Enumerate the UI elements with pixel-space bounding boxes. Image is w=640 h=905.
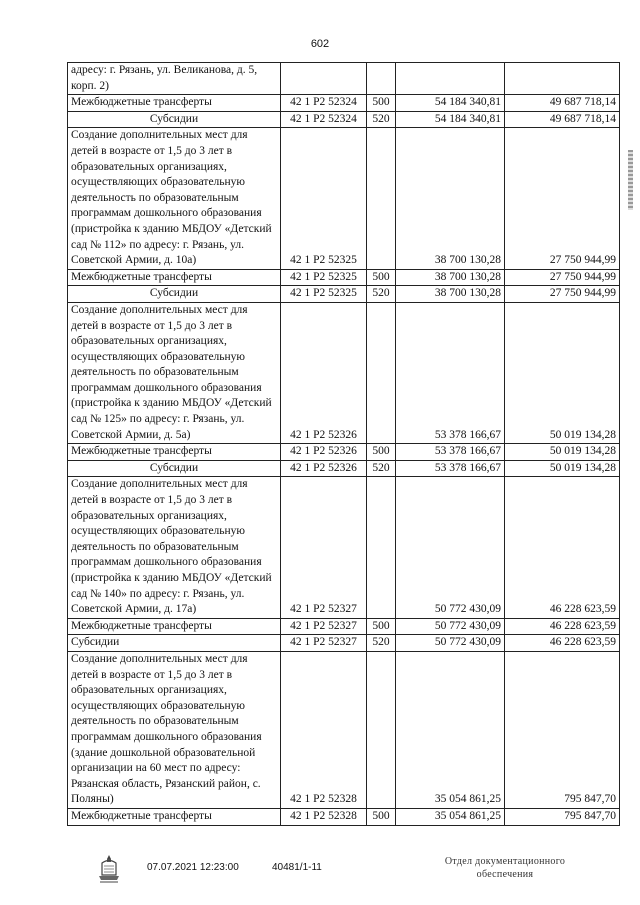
row-name-cell: Межбюджетные трансферты [68, 618, 281, 635]
row-value-2021-cell: 27 750 944,99 [505, 286, 620, 303]
row-code-cell: 42 1 P2 52327 [281, 635, 367, 652]
row-code-cell: 42 1 P2 52327 [281, 618, 367, 635]
row-code-cell: 42 1 P2 52328 [281, 651, 367, 808]
row-value-2020-cell: 54 184 340,81 [396, 111, 505, 128]
footer-doc-number: 40481/1-11 [272, 862, 322, 873]
table-body [68, 63, 620, 826]
table-row [68, 63, 620, 95]
row-name-cell: Создание дополнительных мест для детей в возрасте от 1,5 до 3 лет в образовательных организациях, осуществляющих образовательную деятельность по образовательным программам дошкольного образования (здание дошкольной образовательной организации на 60 мест по адресу: Рязанская область, Рязанский район, с. Поляны) [68, 651, 281, 808]
row-value-2021-cell: 49 687 718,14 [505, 111, 620, 128]
row-name-cell: Создание дополнительных мест для детей в возрасте от 1,5 до 3 лет в образовательных организациях, осуществляющих образовательную деятельность по образовательным программам дошкольного образования (пристройка к зданию МБДОУ «Детский сад № 112» по адресу: г. Рязань, ул. Советской Армии, д. 10а) [68, 128, 281, 269]
table-row [68, 635, 620, 652]
row-name-cell: Межбюджетные трансферты [68, 95, 281, 112]
page-number: 602 [310, 38, 330, 50]
footer-department-stamp: Отдел документационного обеспечения [444, 856, 566, 880]
row-value-2020-cell: 38 700 130,28 [396, 286, 505, 303]
row-type-cell: 520 [367, 460, 396, 477]
row-value-2020-cell: 38 700 130,28 [396, 128, 505, 269]
table-row [68, 302, 620, 443]
row-value-2021-cell: 27 750 944,99 [505, 128, 620, 269]
row-value-2021-cell: 49 687 718,14 [505, 95, 620, 112]
table-row [68, 808, 620, 825]
row-type-cell: 520 [367, 111, 396, 128]
row-value-2021-cell: 27 750 944,99 [505, 269, 620, 286]
row-name-cell: адресу: г. Рязань, ул. Великанова, д. 5, корп. 2) [68, 63, 281, 95]
row-type-cell: 520 [367, 635, 396, 652]
row-code-cell: 42 1 P2 52327 [281, 477, 367, 618]
table-row [68, 460, 620, 477]
row-name-cell: Межбюджетные трансферты [68, 808, 281, 825]
row-value-2020-cell: 35 054 861,25 [396, 808, 505, 825]
row-name-cell: Субсидии [68, 286, 281, 303]
table-row [68, 651, 620, 808]
row-value-2021-cell: 50 019 134,28 [505, 460, 620, 477]
table-row [68, 444, 620, 461]
row-code-cell: 42 1 P2 52325 [281, 269, 367, 286]
row-name-cell: Межбюджетные трансферты [68, 269, 281, 286]
row-value-2020-cell: 53 378 166,67 [396, 444, 505, 461]
row-code-cell: 42 1 P2 52326 [281, 302, 367, 443]
row-code-cell [281, 63, 367, 95]
row-type-cell: 520 [367, 286, 396, 303]
row-value-2021-cell: 50 019 134,28 [505, 302, 620, 443]
row-value-2020-cell [396, 63, 505, 95]
emblem-icon [96, 853, 122, 883]
row-type-cell [367, 302, 396, 443]
row-name-cell: Межбюджетные трансферты [68, 444, 281, 461]
row-value-2020-cell: 50 772 430,09 [396, 635, 505, 652]
row-value-2021-cell: 46 228 623,59 [505, 477, 620, 618]
row-value-2021-cell: 46 228 623,59 [505, 635, 620, 652]
table-row [68, 128, 620, 269]
row-value-2021-cell [505, 63, 620, 95]
row-code-cell: 42 1 P2 52325 [281, 128, 367, 269]
row-code-cell: 42 1 P2 52324 [281, 111, 367, 128]
row-type-cell: 500 [367, 95, 396, 112]
row-value-2021-cell: 795 847,70 [505, 651, 620, 808]
footer-date: 07.07.2021 12:23:00 [147, 862, 239, 873]
row-value-2020-cell: 50 772 430,09 [396, 477, 505, 618]
row-name-cell: Создание дополнительных мест для детей в возрасте от 1,5 до 3 лет в образовательных организациях, осуществляющих образовательную деятельность по образовательным программам дошкольного образования (пристройка к зданию МБДОУ «Детский сад № 125» по адресу: г. Рязань, ул. Советской Армии, д. 5а) [68, 302, 281, 443]
table-row [68, 95, 620, 112]
row-value-2020-cell: 35 054 861,25 [396, 651, 505, 808]
row-code-cell: 42 1 P2 52325 [281, 286, 367, 303]
table-row [68, 618, 620, 635]
row-name-cell: Субсидии [68, 635, 281, 652]
row-code-cell: 42 1 P2 52328 [281, 808, 367, 825]
row-code-cell: 42 1 P2 52324 [281, 95, 367, 112]
table-row [68, 269, 620, 286]
scan-edge-mark [628, 150, 633, 210]
row-value-2020-cell: 50 772 430,09 [396, 618, 505, 635]
row-name-cell: Создание дополнительных мест для детей в возрасте от 1,5 до 3 лет в образовательных организациях, осуществляющих образовательную деятельность по образовательным программам дошкольного образования (пристройка к зданию МБДОУ «Детский сад № 140» по адресу: г. Рязань, ул. Советской Армии, д. 17а) [68, 477, 281, 618]
row-type-cell [367, 63, 396, 95]
row-type-cell: 500 [367, 808, 396, 825]
budget-table [67, 62, 620, 826]
footer [0, 853, 640, 893]
table-row [68, 477, 620, 618]
row-value-2020-cell: 38 700 130,28 [396, 269, 505, 286]
row-value-2020-cell: 54 184 340,81 [396, 95, 505, 112]
row-type-cell [367, 128, 396, 269]
row-type-cell [367, 477, 396, 618]
row-type-cell: 500 [367, 618, 396, 635]
row-name-cell: Субсидии [68, 460, 281, 477]
row-name-cell: Субсидии [68, 111, 281, 128]
table-row [68, 111, 620, 128]
row-type-cell [367, 651, 396, 808]
row-value-2020-cell: 53 378 166,67 [396, 460, 505, 477]
row-type-cell: 500 [367, 269, 396, 286]
row-value-2021-cell: 795 847,70 [505, 808, 620, 825]
row-type-cell: 500 [367, 444, 396, 461]
row-value-2020-cell: 53 378 166,67 [396, 302, 505, 443]
row-value-2021-cell: 46 228 623,59 [505, 618, 620, 635]
row-code-cell: 42 1 P2 52326 [281, 460, 367, 477]
table-row [68, 286, 620, 303]
row-value-2021-cell: 50 019 134,28 [505, 444, 620, 461]
row-code-cell: 42 1 P2 52326 [281, 444, 367, 461]
